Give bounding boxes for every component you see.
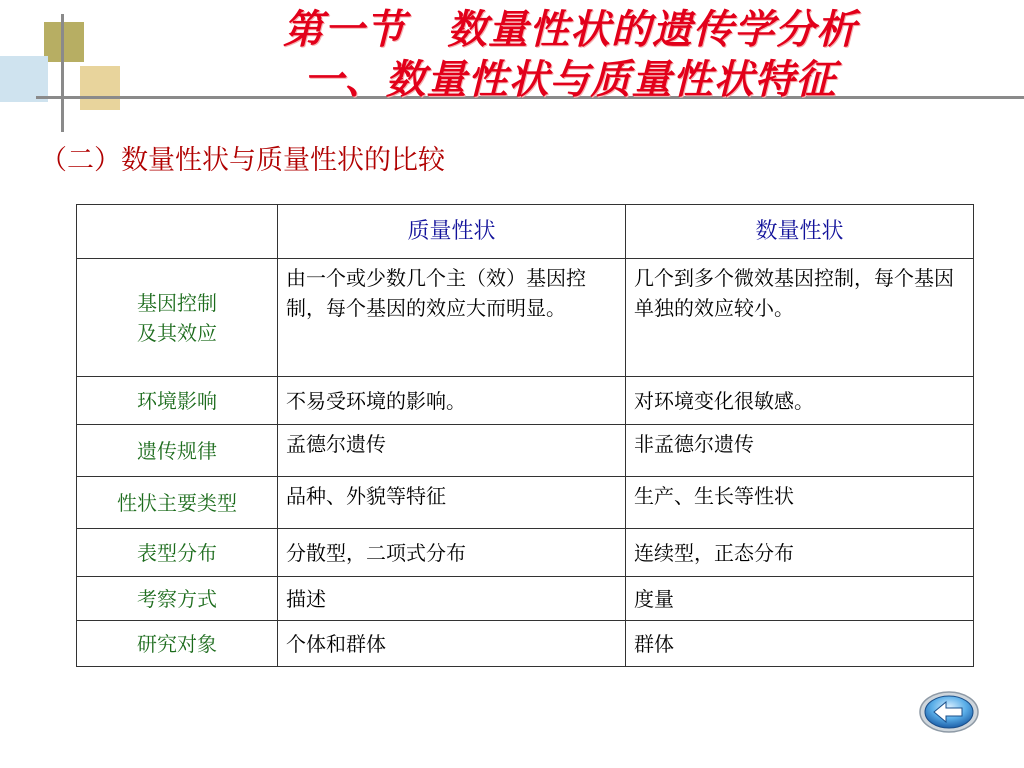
comparison-table [76,204,974,667]
table-row [77,621,974,667]
header-cell-empty [77,205,278,259]
quantitative-cell: 连续型，正态分布 [626,529,974,577]
quantitative-cell: 群体 [626,621,974,667]
back-arrow-icon [918,690,980,734]
header-cell-qualitative: 质量性状 [278,205,626,259]
quantitative-cell: 对环境变化很敏感。 [626,377,974,425]
decorative-vertical-line [61,14,64,132]
row-label: 研究对象 [77,621,278,667]
decorative-block-sand [80,66,120,110]
quantitative-cell: 几个到多个微效基因控制，每个基因单独的效应较小。 [626,259,974,377]
quantitative-cell: 度量 [626,577,974,621]
back-button[interactable] [918,690,980,734]
row-label [77,259,278,377]
slide-title-line-1: 第一节 数量性状的遗传学分析 [283,7,857,53]
table-row [77,425,974,477]
qualitative-cell: 不易受环境的影响。 [278,377,626,425]
slide-title-line-2: 一、数量性状与质量性状特征 [303,57,837,103]
table-row [77,259,974,377]
qualitative-cell: 描述 [278,577,626,621]
quantitative-cell: 非孟德尔遗传 [626,425,974,477]
section-subtitle: （二）数量性状与质量性状的比较 [40,145,445,176]
qualitative-cell: 分散型，二项式分布 [278,529,626,577]
table-header-row [77,205,974,259]
table-row [77,377,974,425]
row-label-line: 及其效应 [137,320,217,345]
row-label: 性状主要类型 [77,477,278,529]
qualitative-cell: 由一个或少数几个主（效）基因控制，每个基因的效应大而明显。 [278,259,626,377]
row-label: 遗传规律 [77,425,278,477]
row-label: 环境影响 [77,377,278,425]
qualitative-cell: 个体和群体 [278,621,626,667]
row-label: 表型分布 [77,529,278,577]
table-row [77,577,974,621]
row-label-line: 基因控制 [137,290,217,315]
quantitative-cell: 生产、生长等性状 [626,477,974,529]
table-row [77,477,974,529]
header-cell-quantitative: 数量性状 [626,205,974,259]
qualitative-cell: 品种、外貌等特征 [278,477,626,529]
qualitative-cell: 孟德尔遗传 [278,425,626,477]
table-row [77,529,974,577]
decorative-block-olive [44,22,84,62]
row-label: 考察方式 [77,577,278,621]
